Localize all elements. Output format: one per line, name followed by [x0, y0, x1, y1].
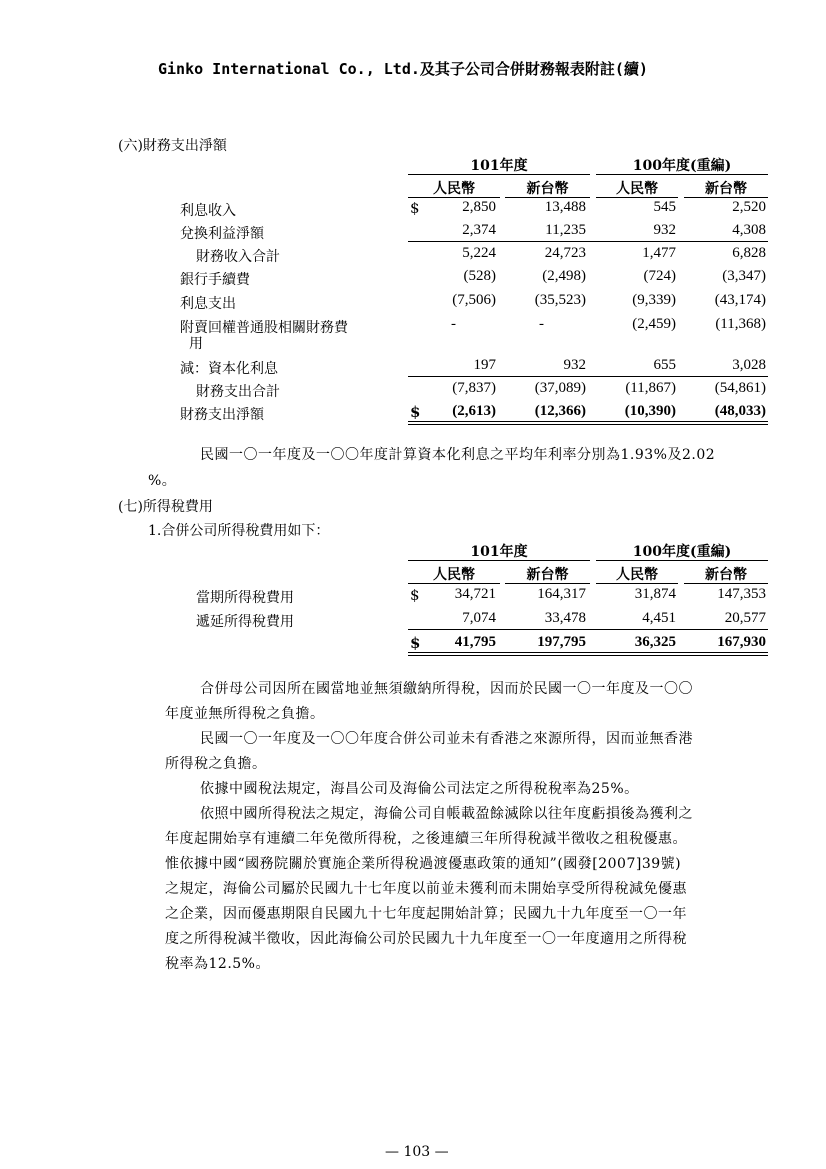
col-group-101: 101年度: [470, 544, 528, 560]
cell: 197: [473, 357, 496, 373]
paragraph-line: 依照中國所得稅法之規定，海倫公司自帳載盈餘滅除以往年度虧損後為獲利之: [200, 806, 693, 822]
col-rule: [408, 583, 500, 584]
col-group-rule: [596, 174, 768, 175]
row-label: 利息支出: [180, 296, 236, 312]
page-header-title: Ginko International Co., Ltd.及其子公司合併財務報表附註(續): [158, 60, 648, 78]
row-label: 減：資本化利息: [180, 361, 278, 377]
col-ntd-header: 新台幣: [705, 567, 747, 583]
cell: 167,930: [717, 634, 766, 650]
cell: (54,861): [714, 380, 766, 396]
row-label: 利息收入: [180, 203, 236, 219]
col-ntd-header: 新台幣: [526, 181, 569, 197]
currency-sign: $: [410, 634, 421, 652]
cell: (48,033): [714, 403, 766, 419]
cell: (35,523): [534, 292, 586, 308]
cell: 2,850: [462, 199, 496, 215]
col-ntd-header: 新台幣: [705, 181, 747, 197]
col-rmb-header: 人民幣: [433, 567, 475, 583]
cell: 1,477: [642, 245, 676, 261]
cell: 7,074: [462, 610, 496, 626]
row-label: 附賣回權普通股相關財務費: [180, 320, 348, 336]
subsection-heading: 1.合併公司所得稅費用如下：: [148, 523, 330, 539]
cell: 147,353: [717, 586, 766, 602]
cell: (12,366): [534, 403, 586, 419]
paragraph-line: 稅率為12.5%。: [165, 956, 270, 972]
col-group-rule: [408, 560, 590, 561]
cell: 5,224: [462, 245, 496, 261]
cell: (37,089): [534, 380, 586, 396]
cell: (2,498): [542, 268, 586, 284]
cell: 11,235: [545, 222, 586, 238]
row-label: 兌換利益淨額: [180, 226, 264, 242]
currency-sign: $: [410, 199, 420, 217]
note-paragraph-cont: %。: [148, 473, 177, 489]
col-rule: [684, 583, 768, 584]
paragraph-line: 所得稅之負擔。: [165, 756, 267, 772]
col-rule: [505, 583, 590, 584]
col-group-100: 100年度(重編): [632, 544, 732, 560]
cell: (2,613): [452, 403, 496, 419]
cell: 33,478: [544, 610, 586, 626]
cell: (528): [463, 268, 496, 284]
subtotal-rule: [408, 629, 768, 630]
cell: -: [539, 316, 544, 332]
row-label: 遞延所得稅費用: [196, 614, 294, 630]
paragraph-line: 年度起開始享有連續二年免徵所得稅，之後連續三年所得稅減半徵收之租稅優惠。: [165, 831, 687, 847]
cell: -: [451, 316, 456, 332]
col-rule: [408, 197, 500, 198]
row-label-cont: 用: [189, 336, 203, 352]
paragraph-line: 度之所得稅減半徵收，因此海倫公司於民國九十九年度至一〇一年度適用之所得稅: [165, 931, 687, 947]
cell: (2,459): [632, 316, 676, 332]
cell: (7,506): [452, 292, 496, 308]
cell: 4,451: [642, 610, 676, 626]
cell: 655: [653, 357, 676, 373]
col-rmb-header: 人民幣: [616, 181, 658, 197]
cell: 932: [563, 357, 586, 373]
cell: (7,837): [452, 380, 496, 396]
cell: 2,520: [732, 199, 766, 215]
col-group-rule: [596, 560, 768, 561]
row-label: 財務支出淨額: [180, 407, 264, 423]
cell: 932: [653, 222, 676, 238]
section-6-heading: (六)財務支出淨額: [118, 138, 227, 154]
col-group-100: 100年度(重編): [632, 158, 732, 174]
paragraph-line: 之企業，因而優惠期限自民國九十七年度起開始計算；民國九十九年度至一〇一年: [165, 906, 687, 922]
cell: 164,317: [537, 586, 586, 602]
cell: 24,723: [544, 245, 586, 261]
paragraph-line: 年度並無所得稅之負擔。: [165, 706, 325, 722]
paragraph-line: 惟依據中國“國務院關於實施企業所得稅過渡優惠政策的通知”(國發[2007]39號): [165, 856, 682, 872]
row-label: 財務支出合計: [196, 384, 280, 400]
col-rule: [505, 197, 590, 198]
cell: 34,721: [454, 586, 496, 602]
row-label: 財務收入合計: [196, 249, 280, 265]
subtotal-rule: [408, 376, 768, 377]
section-7-heading: (七)所得稅費用: [118, 499, 213, 515]
cell: 41,795: [454, 634, 496, 650]
cell: 20,577: [724, 610, 766, 626]
note-paragraph: 民國一〇一年度及一〇〇年度計算資本化利息之平均年利率分別為1.93%及2.02: [200, 447, 716, 463]
cell: 197,795: [537, 634, 586, 650]
cell: 3,028: [732, 357, 766, 373]
cell: 4,308: [732, 222, 766, 238]
cell: (43,174): [714, 292, 766, 308]
col-rmb-header: 人民幣: [433, 181, 475, 197]
cell: 545: [653, 199, 676, 215]
cell: 2,374: [462, 222, 496, 238]
col-group-rule: [408, 174, 590, 175]
currency-sign: $: [410, 403, 421, 421]
col-ntd-header: 新台幣: [526, 567, 569, 583]
paragraph-line: 之規定，海倫公司屬於民國九十七年度以前並未獲利而未開始享受所得稅減免優惠: [165, 881, 687, 897]
cell: (10,390): [624, 403, 676, 419]
total-double-rule: [408, 421, 768, 425]
col-group-101: 101年度: [470, 158, 528, 174]
page-number: — 103 —: [385, 1144, 449, 1160]
paragraph-line: 依據中國稅法規定，海昌公司及海倫公司法定之所得稅稅率為25%。: [200, 781, 639, 797]
col-rule: [684, 197, 768, 198]
cell: 36,325: [634, 634, 676, 650]
cell: 31,874: [634, 586, 676, 602]
cell: (11,368): [715, 316, 766, 332]
total-double-rule: [408, 652, 768, 656]
col-rule: [596, 583, 678, 584]
currency-sign: $: [410, 586, 420, 604]
row-label: 銀行手續費: [180, 272, 250, 288]
col-rule: [596, 197, 678, 198]
paragraph-line: 民國一〇一年度及一〇〇年度合併公司並未有香港之來源所得，因而並無香港: [200, 731, 693, 747]
paragraph-line: 合併母公司因所在國當地並無須繳納所得稅，因而於民國一〇一年度及一〇〇: [200, 681, 693, 697]
cell: (724): [643, 268, 676, 284]
cell: (3,347): [722, 268, 766, 284]
cell: 13,488: [544, 199, 586, 215]
cell: 6,828: [732, 245, 766, 261]
row-label: 當期所得稅費用: [196, 590, 294, 606]
cell: (11,867): [625, 380, 676, 396]
subtotal-rule: [408, 241, 768, 242]
cell: (9,339): [632, 292, 676, 308]
col-rmb-header: 人民幣: [616, 567, 658, 583]
